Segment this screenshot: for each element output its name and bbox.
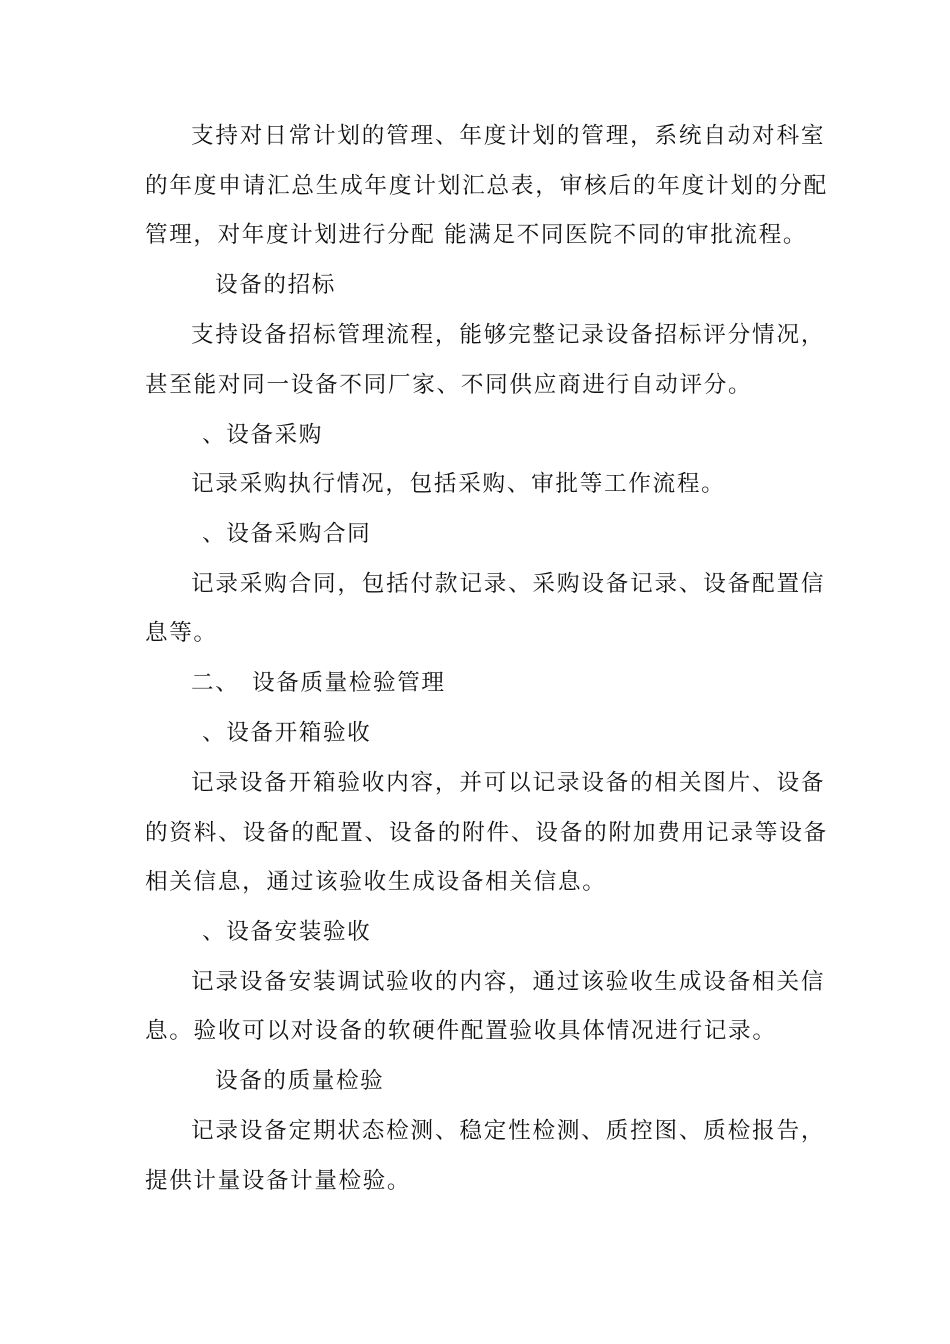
paragraph-plan-management-line-3: 管理，对年度计划进行分配 能满足不同医院不同的审批流程。: [145, 222, 808, 248]
paragraph-tender-line-2: 甚至能对同一设备不同厂家、不同供应商进行自动评分。: [145, 372, 753, 398]
paragraph-quality-line-1: 记录设备定期状态检测、稳定性检测、质控图、质检报告，: [191, 1118, 826, 1144]
paragraph-quality-line-2: 提供计量设备计量检验。: [145, 1168, 412, 1194]
section-number-two: 二、: [191, 670, 240, 696]
paragraph-unboxing-line-2: 的资料、设备的配置、设备的附件、设备的附加费用记录等设备: [145, 820, 829, 846]
paragraph-installation-line-2: 息。验收可以对设备的软硬件配置验收具体情况进行记录。: [145, 1018, 777, 1044]
paragraph-contract-line-1: 记录采购合同，包括付款记录、采购设备记录、设备配置信: [191, 571, 826, 597]
paragraph-contract-line-2: 息等。: [145, 620, 218, 646]
heading-quality-inspection-management: 设备质量检验管理: [252, 670, 446, 696]
heading-purchase-contract: 、设备采购合同: [202, 521, 372, 547]
paragraph-plan-management-line-1: 支持对日常计划的管理、年度计划的管理，系统自动对科室: [191, 123, 826, 149]
paragraph-installation-line-1: 记录设备安装调试验收的内容，通过该验收生成设备相关信: [191, 969, 826, 995]
paragraph-tender-line-1: 支持设备招标管理流程，能够完整记录设备招标评分情况，: [191, 322, 826, 348]
heading-quality-inspection: 设备的质量检验: [215, 1068, 385, 1094]
heading-equipment-tender: 设备的招标: [215, 272, 336, 298]
heading-unboxing-acceptance: 、设备开箱验收: [202, 720, 372, 746]
heading-equipment-purchase: 、设备采购: [202, 422, 323, 448]
paragraph-unboxing-line-1: 记录设备开箱验收内容，并可以记录设备的相关图片、设备: [191, 770, 826, 796]
paragraph-purchase-line-1: 记录采购执行情况，包括采购、审批等工作流程。: [191, 471, 726, 497]
heading-installation-acceptance: 、设备安装验收: [202, 919, 372, 945]
paragraph-unboxing-line-3: 相关信息，通过该验收生成设备相关信息。: [145, 869, 607, 895]
paragraph-plan-management-line-2: 的年度申请汇总生成年度计划汇总表，审核后的年度计划的分配: [145, 173, 829, 199]
